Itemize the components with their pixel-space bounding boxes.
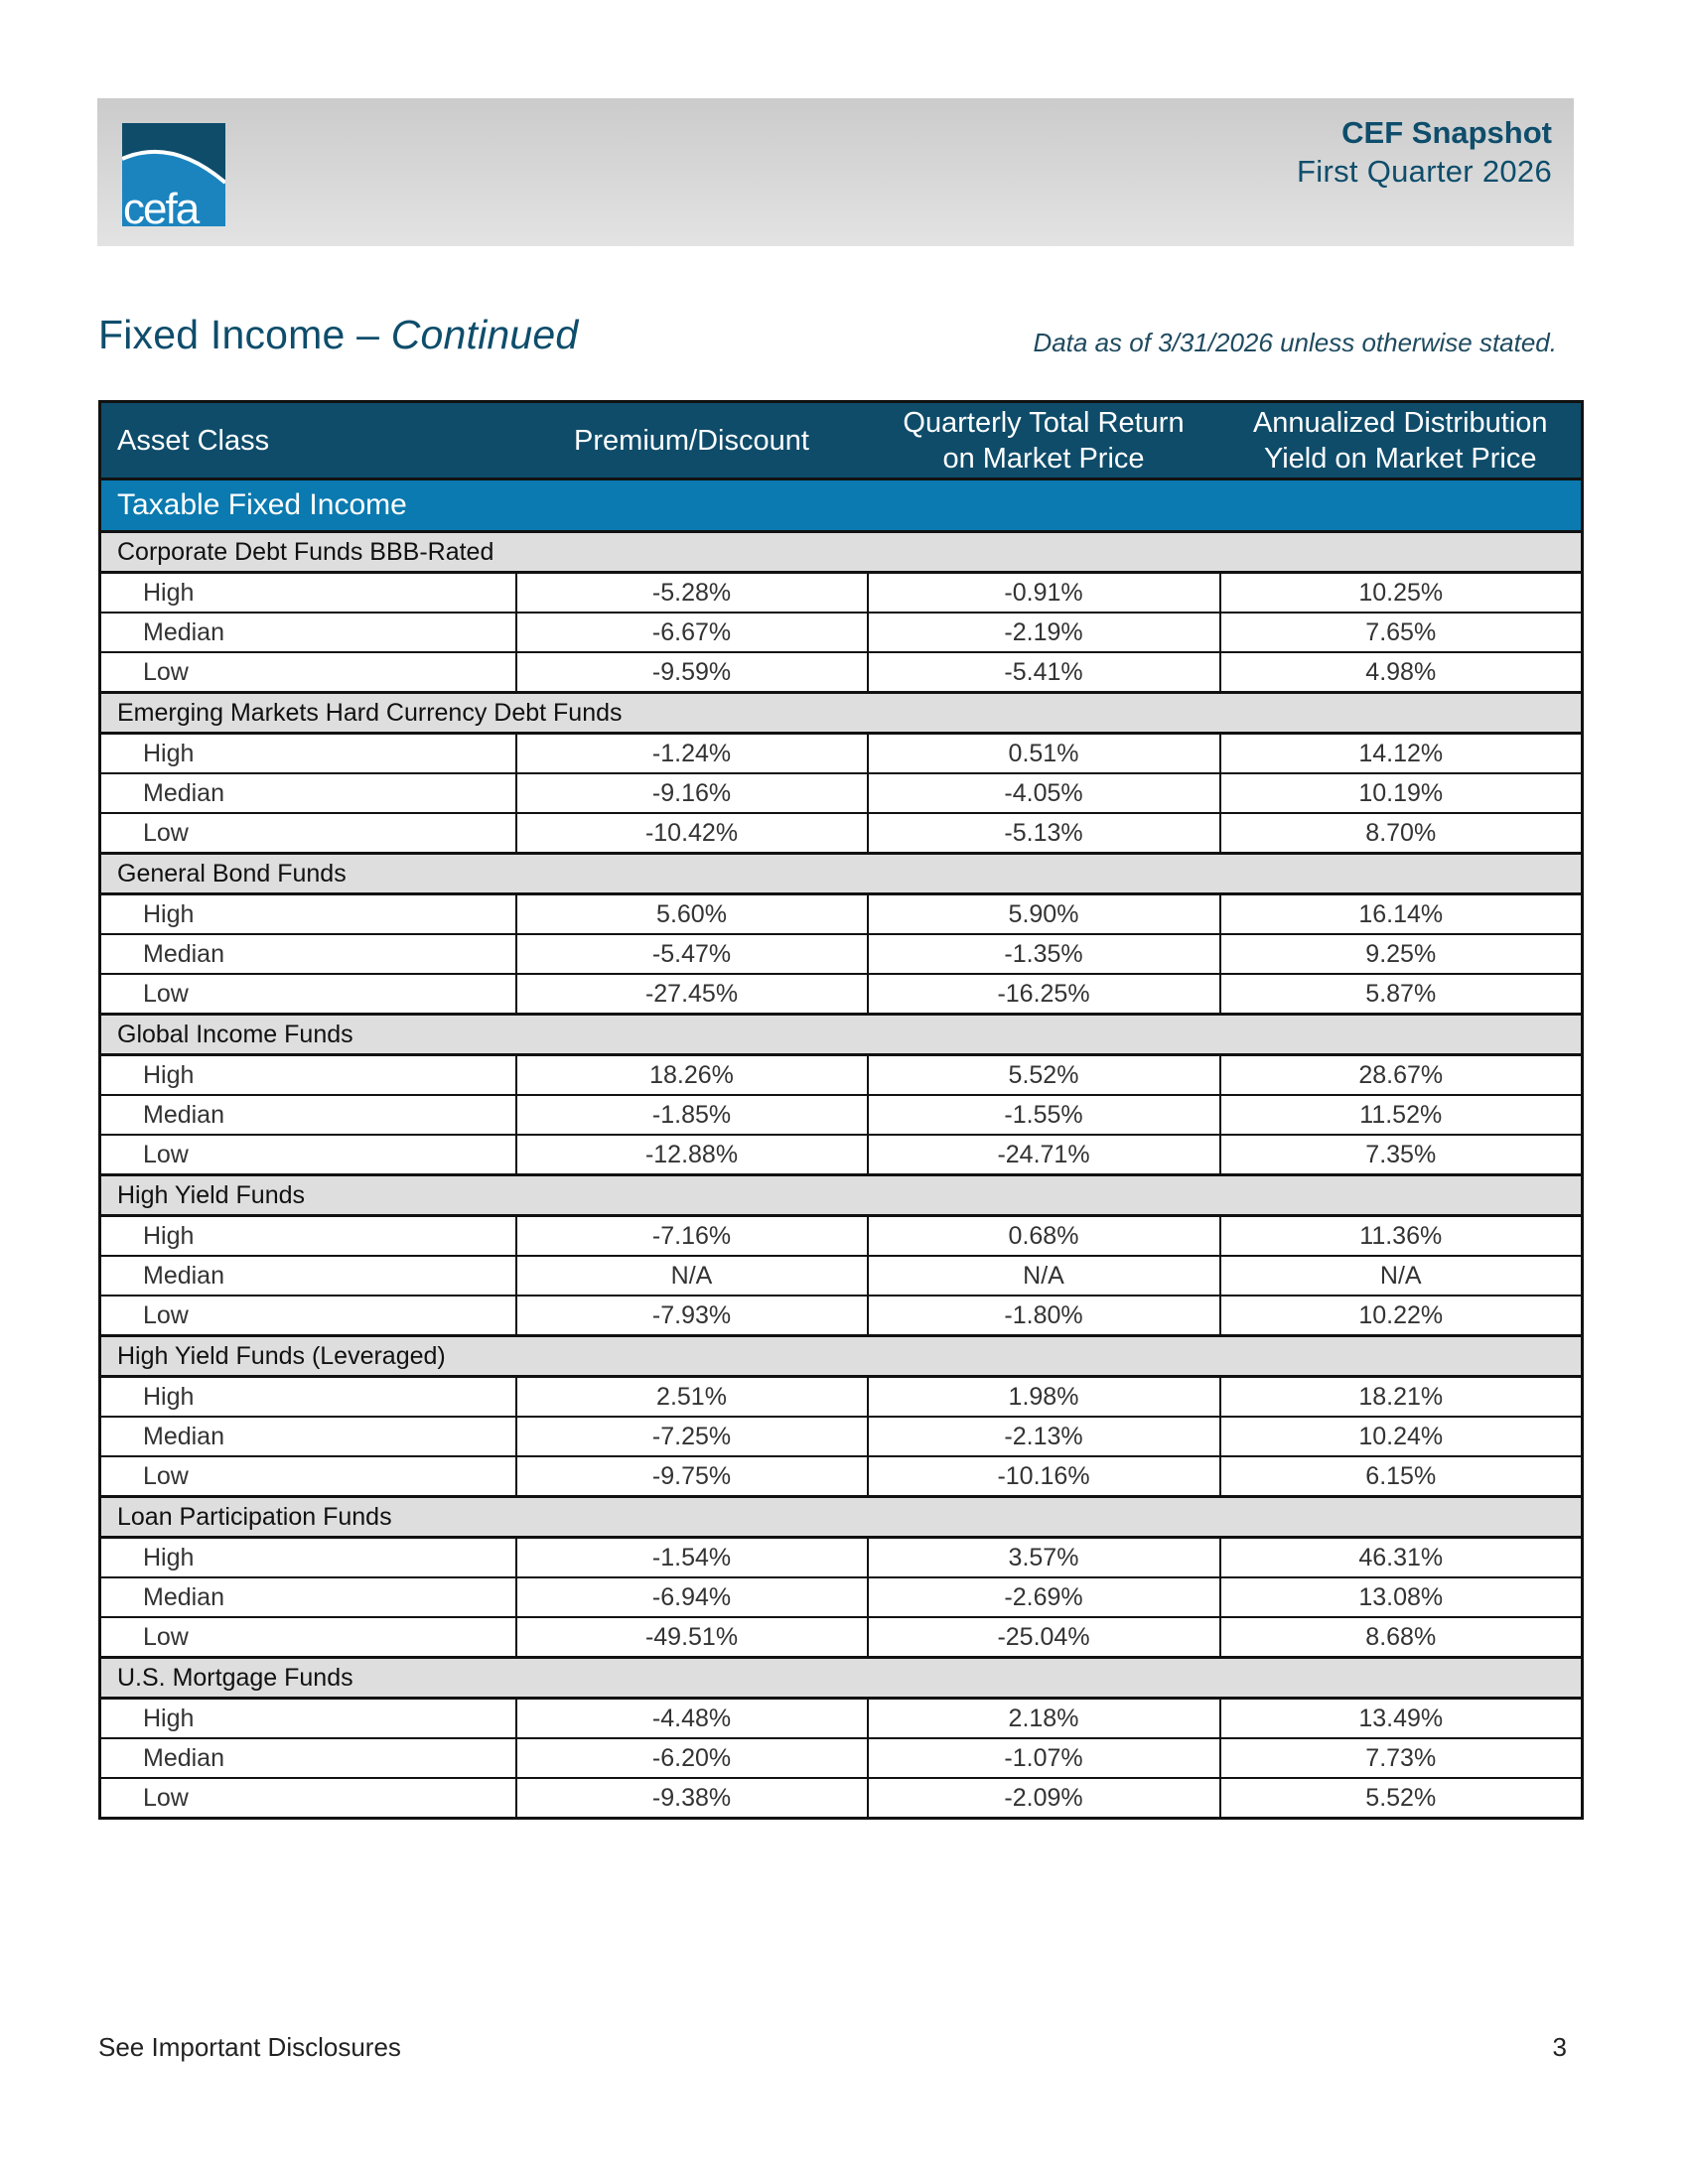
premium-discount-cell: 18.26% <box>516 1055 868 1096</box>
col-header-quarterly-return <box>868 402 1220 479</box>
stat-label: High <box>100 1699 516 1739</box>
premium-discount-cell: -5.28% <box>516 573 868 614</box>
quarterly-return-cell: -10.16% <box>868 1456 1220 1497</box>
premium-discount-cell: 2.51% <box>516 1377 868 1418</box>
stat-label: High <box>100 734 516 774</box>
section-title-main: Fixed Income – <box>98 312 391 357</box>
distribution-yield-cell: 7.35% <box>1220 1135 1583 1175</box>
distribution-yield-cell: 16.14% <box>1220 894 1583 935</box>
section-label: Taxable Fixed Income <box>100 479 1583 532</box>
table-row <box>100 894 1583 935</box>
group-row <box>100 1336 1583 1377</box>
stat-label: Low <box>100 1778 516 1819</box>
group-name: General Bond Funds <box>100 854 1583 894</box>
col-header-line: Yield on Market Price <box>1263 442 1537 475</box>
quarterly-return-cell: -2.69% <box>868 1577 1220 1617</box>
group-row <box>100 1015 1583 1055</box>
report-heading <box>1297 114 1552 192</box>
distribution-yield-cell: 14.12% <box>1220 734 1583 774</box>
premium-discount-cell: -1.85% <box>516 1095 868 1135</box>
stat-label: Low <box>100 652 516 693</box>
stat-label: High <box>100 573 516 614</box>
quarterly-return-cell: -25.04% <box>868 1617 1220 1658</box>
premium-discount-cell: -1.54% <box>516 1538 868 1578</box>
group-row <box>100 854 1583 894</box>
table-row <box>100 1778 1583 1819</box>
premium-discount-cell: -6.20% <box>516 1738 868 1778</box>
quarterly-return-cell: -1.07% <box>868 1738 1220 1778</box>
quarterly-return-cell: -2.09% <box>868 1778 1220 1819</box>
quarterly-return-cell: -1.55% <box>868 1095 1220 1135</box>
premium-discount-cell: -9.59% <box>516 652 868 693</box>
col-header-asset-class: Asset Class <box>100 402 516 479</box>
premium-discount-cell: -6.94% <box>516 1577 868 1617</box>
table-header-row <box>100 402 1583 479</box>
distribution-yield-cell: 18.21% <box>1220 1377 1583 1418</box>
premium-discount-cell: -5.47% <box>516 934 868 974</box>
group-row <box>100 1497 1583 1538</box>
premium-discount-cell: -12.88% <box>516 1135 868 1175</box>
group-name: U.S. Mortgage Funds <box>100 1658 1583 1699</box>
distribution-yield-cell: 10.25% <box>1220 573 1583 614</box>
premium-discount-cell: -9.16% <box>516 773 868 813</box>
table-row <box>100 652 1583 693</box>
premium-discount-cell: -7.16% <box>516 1216 868 1257</box>
quarterly-return-cell: -16.25% <box>868 974 1220 1015</box>
stat-label: High <box>100 1538 516 1578</box>
quarterly-return-cell: 0.51% <box>868 734 1220 774</box>
distribution-yield-cell: 10.22% <box>1220 1296 1583 1336</box>
premium-discount-cell: -9.38% <box>516 1778 868 1819</box>
quarterly-return-cell: 5.52% <box>868 1055 1220 1096</box>
premium-discount-cell: N/A <box>516 1256 868 1296</box>
col-header-premium-discount: Premium/Discount <box>516 402 868 479</box>
table-row <box>100 1456 1583 1497</box>
table-row <box>100 1216 1583 1257</box>
col-header-line: Annualized Distribution <box>1252 406 1548 439</box>
premium-discount-cell: -6.67% <box>516 613 868 652</box>
col-header-distribution-yield <box>1220 402 1583 479</box>
table-row <box>100 1577 1583 1617</box>
quarterly-return-cell: -24.71% <box>868 1135 1220 1175</box>
distribution-yield-cell: 6.15% <box>1220 1456 1583 1497</box>
report-period: First Quarter 2026 <box>1297 154 1552 189</box>
distribution-yield-cell: 8.70% <box>1220 813 1583 854</box>
table-row <box>100 734 1583 774</box>
stat-label: Median <box>100 1738 516 1778</box>
group-name: Global Income Funds <box>100 1015 1583 1055</box>
table-row <box>100 1296 1583 1336</box>
stat-label: Median <box>100 1417 516 1456</box>
quarterly-return-cell: 3.57% <box>868 1538 1220 1578</box>
table-row <box>100 813 1583 854</box>
stat-label: High <box>100 1055 516 1096</box>
distribution-yield-cell: 5.52% <box>1220 1778 1583 1819</box>
table-row <box>100 1055 1583 1096</box>
stat-label: Low <box>100 1135 516 1175</box>
distribution-yield-cell: 10.19% <box>1220 773 1583 813</box>
stat-label: High <box>100 1377 516 1418</box>
stat-label: Median <box>100 1577 516 1617</box>
stat-label: High <box>100 1216 516 1257</box>
stat-label: Low <box>100 1296 516 1336</box>
premium-discount-cell: -7.25% <box>516 1417 868 1456</box>
stat-label: Median <box>100 613 516 652</box>
cef-snapshot-table <box>98 400 1584 1820</box>
distribution-yield-cell: 46.31% <box>1220 1538 1583 1578</box>
distribution-yield-cell: 7.73% <box>1220 1738 1583 1778</box>
page-number: 3 <box>1552 2032 1567 2062</box>
distribution-yield-cell: 28.67% <box>1220 1055 1583 1096</box>
table-row <box>100 1095 1583 1135</box>
table-row <box>100 1538 1583 1578</box>
premium-discount-cell: 5.60% <box>516 894 868 935</box>
section-title-italic: Continued <box>390 312 579 357</box>
premium-discount-cell: -7.93% <box>516 1296 868 1336</box>
group-name: Emerging Markets Hard Currency Debt Funds <box>100 693 1583 734</box>
table-row <box>100 1417 1583 1456</box>
premium-discount-cell: -10.42% <box>516 813 868 854</box>
stat-label: Median <box>100 773 516 813</box>
quarterly-return-cell: 1.98% <box>868 1377 1220 1418</box>
distribution-yield-cell: 13.49% <box>1220 1699 1583 1739</box>
premium-discount-cell: -27.45% <box>516 974 868 1015</box>
table-row <box>100 1377 1583 1418</box>
table-row <box>100 1699 1583 1739</box>
distribution-yield-cell: 9.25% <box>1220 934 1583 974</box>
stat-label: Median <box>100 934 516 974</box>
stat-label: Median <box>100 1256 516 1296</box>
quarterly-return-cell: -1.80% <box>868 1296 1220 1336</box>
stat-label: Low <box>100 1617 516 1658</box>
header-band <box>97 98 1574 246</box>
table-row <box>100 573 1583 614</box>
group-name: Corporate Debt Funds BBB-Rated <box>100 532 1583 573</box>
quarterly-return-cell: -5.41% <box>868 652 1220 693</box>
distribution-yield-cell: 7.65% <box>1220 613 1583 652</box>
quarterly-return-cell: -2.19% <box>868 613 1220 652</box>
stat-label: Median <box>100 1095 516 1135</box>
table-row <box>100 1135 1583 1175</box>
quarterly-return-cell: -5.13% <box>868 813 1220 854</box>
report-title: CEF Snapshot <box>1341 115 1552 150</box>
premium-discount-cell: -49.51% <box>516 1617 868 1658</box>
distribution-yield-cell: N/A <box>1220 1256 1583 1296</box>
distribution-yield-cell: 11.36% <box>1220 1216 1583 1257</box>
logo-text: cefa <box>123 185 199 226</box>
quarterly-return-cell: N/A <box>868 1256 1220 1296</box>
group-row <box>100 532 1583 573</box>
quarterly-return-cell: -1.35% <box>868 934 1220 974</box>
quarterly-return-cell: -2.13% <box>868 1417 1220 1456</box>
stat-label: Low <box>100 974 516 1015</box>
stat-label: High <box>100 894 516 935</box>
quarterly-return-cell: 5.90% <box>868 894 1220 935</box>
distribution-yield-cell: 13.08% <box>1220 1577 1583 1617</box>
premium-discount-cell: -9.75% <box>516 1456 868 1497</box>
quarterly-return-cell: 0.68% <box>868 1216 1220 1257</box>
distribution-yield-cell: 5.87% <box>1220 974 1583 1015</box>
table-row <box>100 773 1583 813</box>
data-as-of-note: Data as of 3/31/2026 unless otherwise stated. <box>1033 328 1557 357</box>
section-row <box>100 479 1583 532</box>
distribution-yield-cell: 4.98% <box>1220 652 1583 693</box>
table-row <box>100 1256 1583 1296</box>
table-row <box>100 934 1583 974</box>
col-header-line: Quarterly Total Return <box>903 406 1185 439</box>
quarterly-return-cell: 2.18% <box>868 1699 1220 1739</box>
quarterly-return-cell: -4.05% <box>868 773 1220 813</box>
group-row <box>100 693 1583 734</box>
table-row <box>100 1738 1583 1778</box>
col-header-line: on Market Price <box>942 442 1145 475</box>
group-name: High Yield Funds (Leveraged) <box>100 1336 1583 1377</box>
premium-discount-cell: -1.24% <box>516 734 868 774</box>
quarterly-return-cell: -0.91% <box>868 573 1220 614</box>
group-name: High Yield Funds <box>100 1175 1583 1216</box>
distribution-yield-cell: 8.68% <box>1220 1617 1583 1658</box>
premium-discount-cell: -4.48% <box>516 1699 868 1739</box>
disclosures-link[interactable]: See Important Disclosures <box>98 2032 401 2062</box>
table-row <box>100 974 1583 1015</box>
table-row <box>100 613 1583 652</box>
group-row <box>100 1658 1583 1699</box>
group-row <box>100 1175 1583 1216</box>
stat-label: Low <box>100 813 516 854</box>
distribution-yield-cell: 11.52% <box>1220 1095 1583 1135</box>
stat-label: Low <box>100 1456 516 1497</box>
group-name: Loan Participation Funds <box>100 1497 1583 1538</box>
table-row <box>100 1617 1583 1658</box>
section-title <box>98 312 578 358</box>
cefa-logo <box>122 123 225 226</box>
distribution-yield-cell: 10.24% <box>1220 1417 1583 1456</box>
